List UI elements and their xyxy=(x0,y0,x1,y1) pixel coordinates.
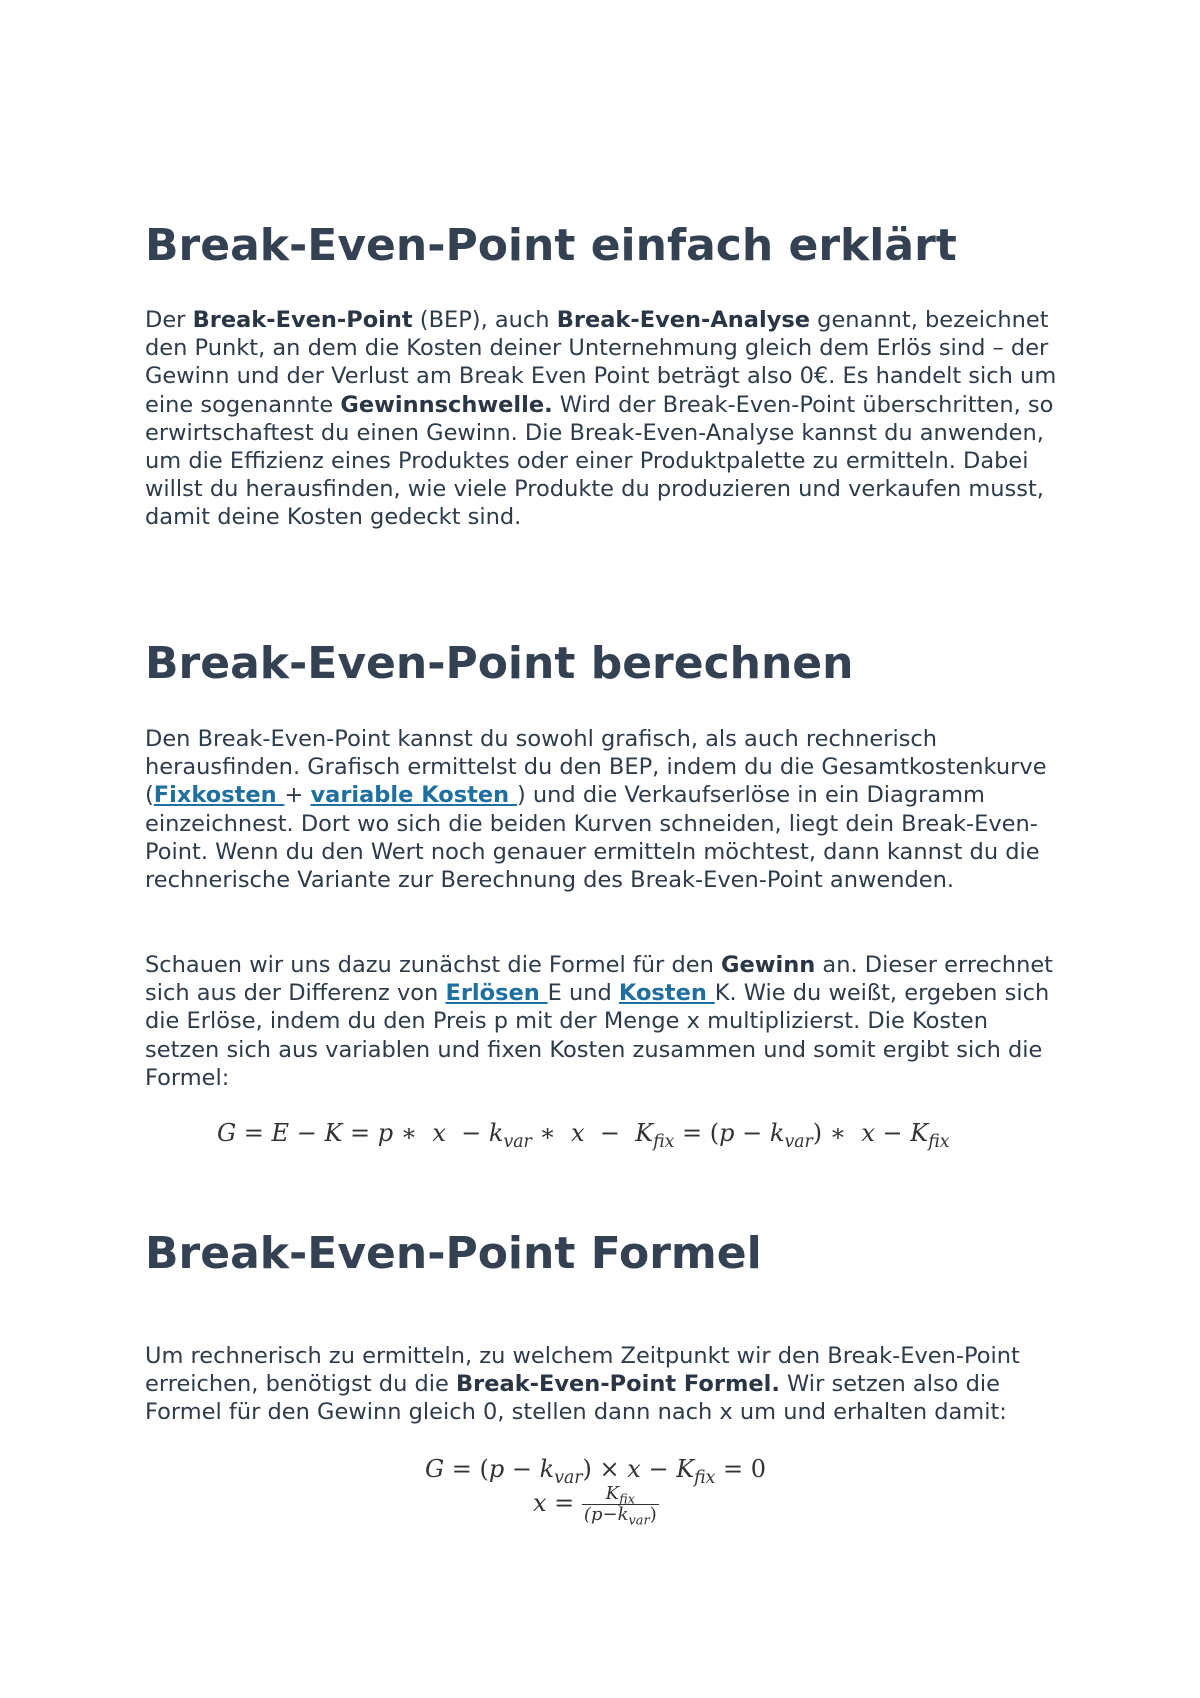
text: ) und die Verkaufserlöse in ein Diagramm einzeichnest. Dort wo sich die beiden Kurven schneiden, liegt dein Break-Even-Point. Wenn du den Wert noch genauer ermitteln möchtest, dann kannst du die rechnerische Variante zur Berechnung des Break-Even-Point anwenden. xyxy=(145,782,1040,894)
text: genannt, bezeichnet den Punkt, an dem die Kosten deiner Unternehmung gleich dem Erlös sind – der Gewinn und der Verlust am Break Even Point beträgt also 0€. Es handelt sich um eine sogenannte xyxy=(145,307,1057,418)
profit-formula: G = E − K = p ∗ $x - k_{var}$ ∗ $x - K_{fix} = (p - k_{var})$ ∗ $x - K_{fix}$ xyxy=(217,1119,950,1153)
text: an. Dieser errechnet sich aus der Differenz von xyxy=(145,952,1053,1007)
text: Der xyxy=(145,307,193,333)
heading-calc: Break-Even-Point berechnen xyxy=(145,638,854,689)
bold-term: Break-Even-Point Formel. xyxy=(456,1371,780,1398)
intro-paragraph xyxy=(145,306,1065,532)
calc-paragraph-2 xyxy=(145,951,1065,1092)
text: Den Break-Even-Point kannst du sowohl grafisch, als auch rechnerisch herausfinden. Grafisch ermittelst du den BEP, indem du die Gesamtkostenkurve ( xyxy=(145,726,1047,809)
fraction: $\frac{K_{fix}}{(p-k_{var})}$ xyxy=(583,1483,657,1529)
profit-zero-formula: $G = (p - k_{var}) \times x - K_{fix} = 0$ xyxy=(425,1455,767,1489)
bold-term: Gewinnschwelle. xyxy=(340,391,553,418)
formula-paragraph xyxy=(145,1342,1065,1427)
bold-term: Gewinn xyxy=(720,952,816,978)
text: Um rechnerisch zu ermitteln, zu welchem Zeitpunkt wir den Break-Even-Point erreichen, benötigst du die xyxy=(145,1343,1020,1398)
calc-paragraph-1 xyxy=(145,725,1065,894)
text: Wir setzen also die Formel für den Gewinn gleich 0, stellen dann nach x um und erhalten damit: xyxy=(145,1371,1007,1426)
bold-term: Break-Even-Point xyxy=(192,307,413,333)
plus-sign: + xyxy=(284,782,311,809)
text: (BEP), auch xyxy=(412,307,557,333)
text: Wird der Break-Even-Point überschritten, so erwirtschaftest du einen Gewinn. Die Break-Even-Analyse kannst du anwenden, um die Effizienz eines Produktes oder einer Produktpalette zu ermitteln. Dabei willst du herausfinden, wie viele Produkte du produzieren und verkaufen musst, damit deine Kosten gedeckt sind. xyxy=(145,391,1054,531)
fixkosten-link[interactable]: Fixkosten xyxy=(153,782,285,809)
kosten-link[interactable]: Kosten xyxy=(618,980,715,1007)
variable-kosten-link[interactable]: variable Kosten xyxy=(310,782,517,809)
text: E und xyxy=(547,980,619,1007)
break-even-formula: x = $\frac{K_{fix}}{(p-k_{var})}$ xyxy=(533,1483,657,1529)
bold-term: Break-Even-Analyse xyxy=(556,307,811,333)
erloesen-link[interactable]: Erlösen xyxy=(445,980,548,1007)
text: Schauen wir uns dazu zunächst die Formel für den xyxy=(145,952,721,978)
heading-formula: Break-Even-Point Formel xyxy=(145,1228,762,1279)
heading-intro: Break-Even-Point einfach erklärt xyxy=(145,220,957,271)
text: K. Wie du weißt, ergeben sich die Erlöse, indem du den Preis p mit der Menge x multiplizierst. Die Kosten setzen sich aus variablen und fixen Kosten zusammen und somit ergibt sich die Formel: xyxy=(145,980,1050,1091)
